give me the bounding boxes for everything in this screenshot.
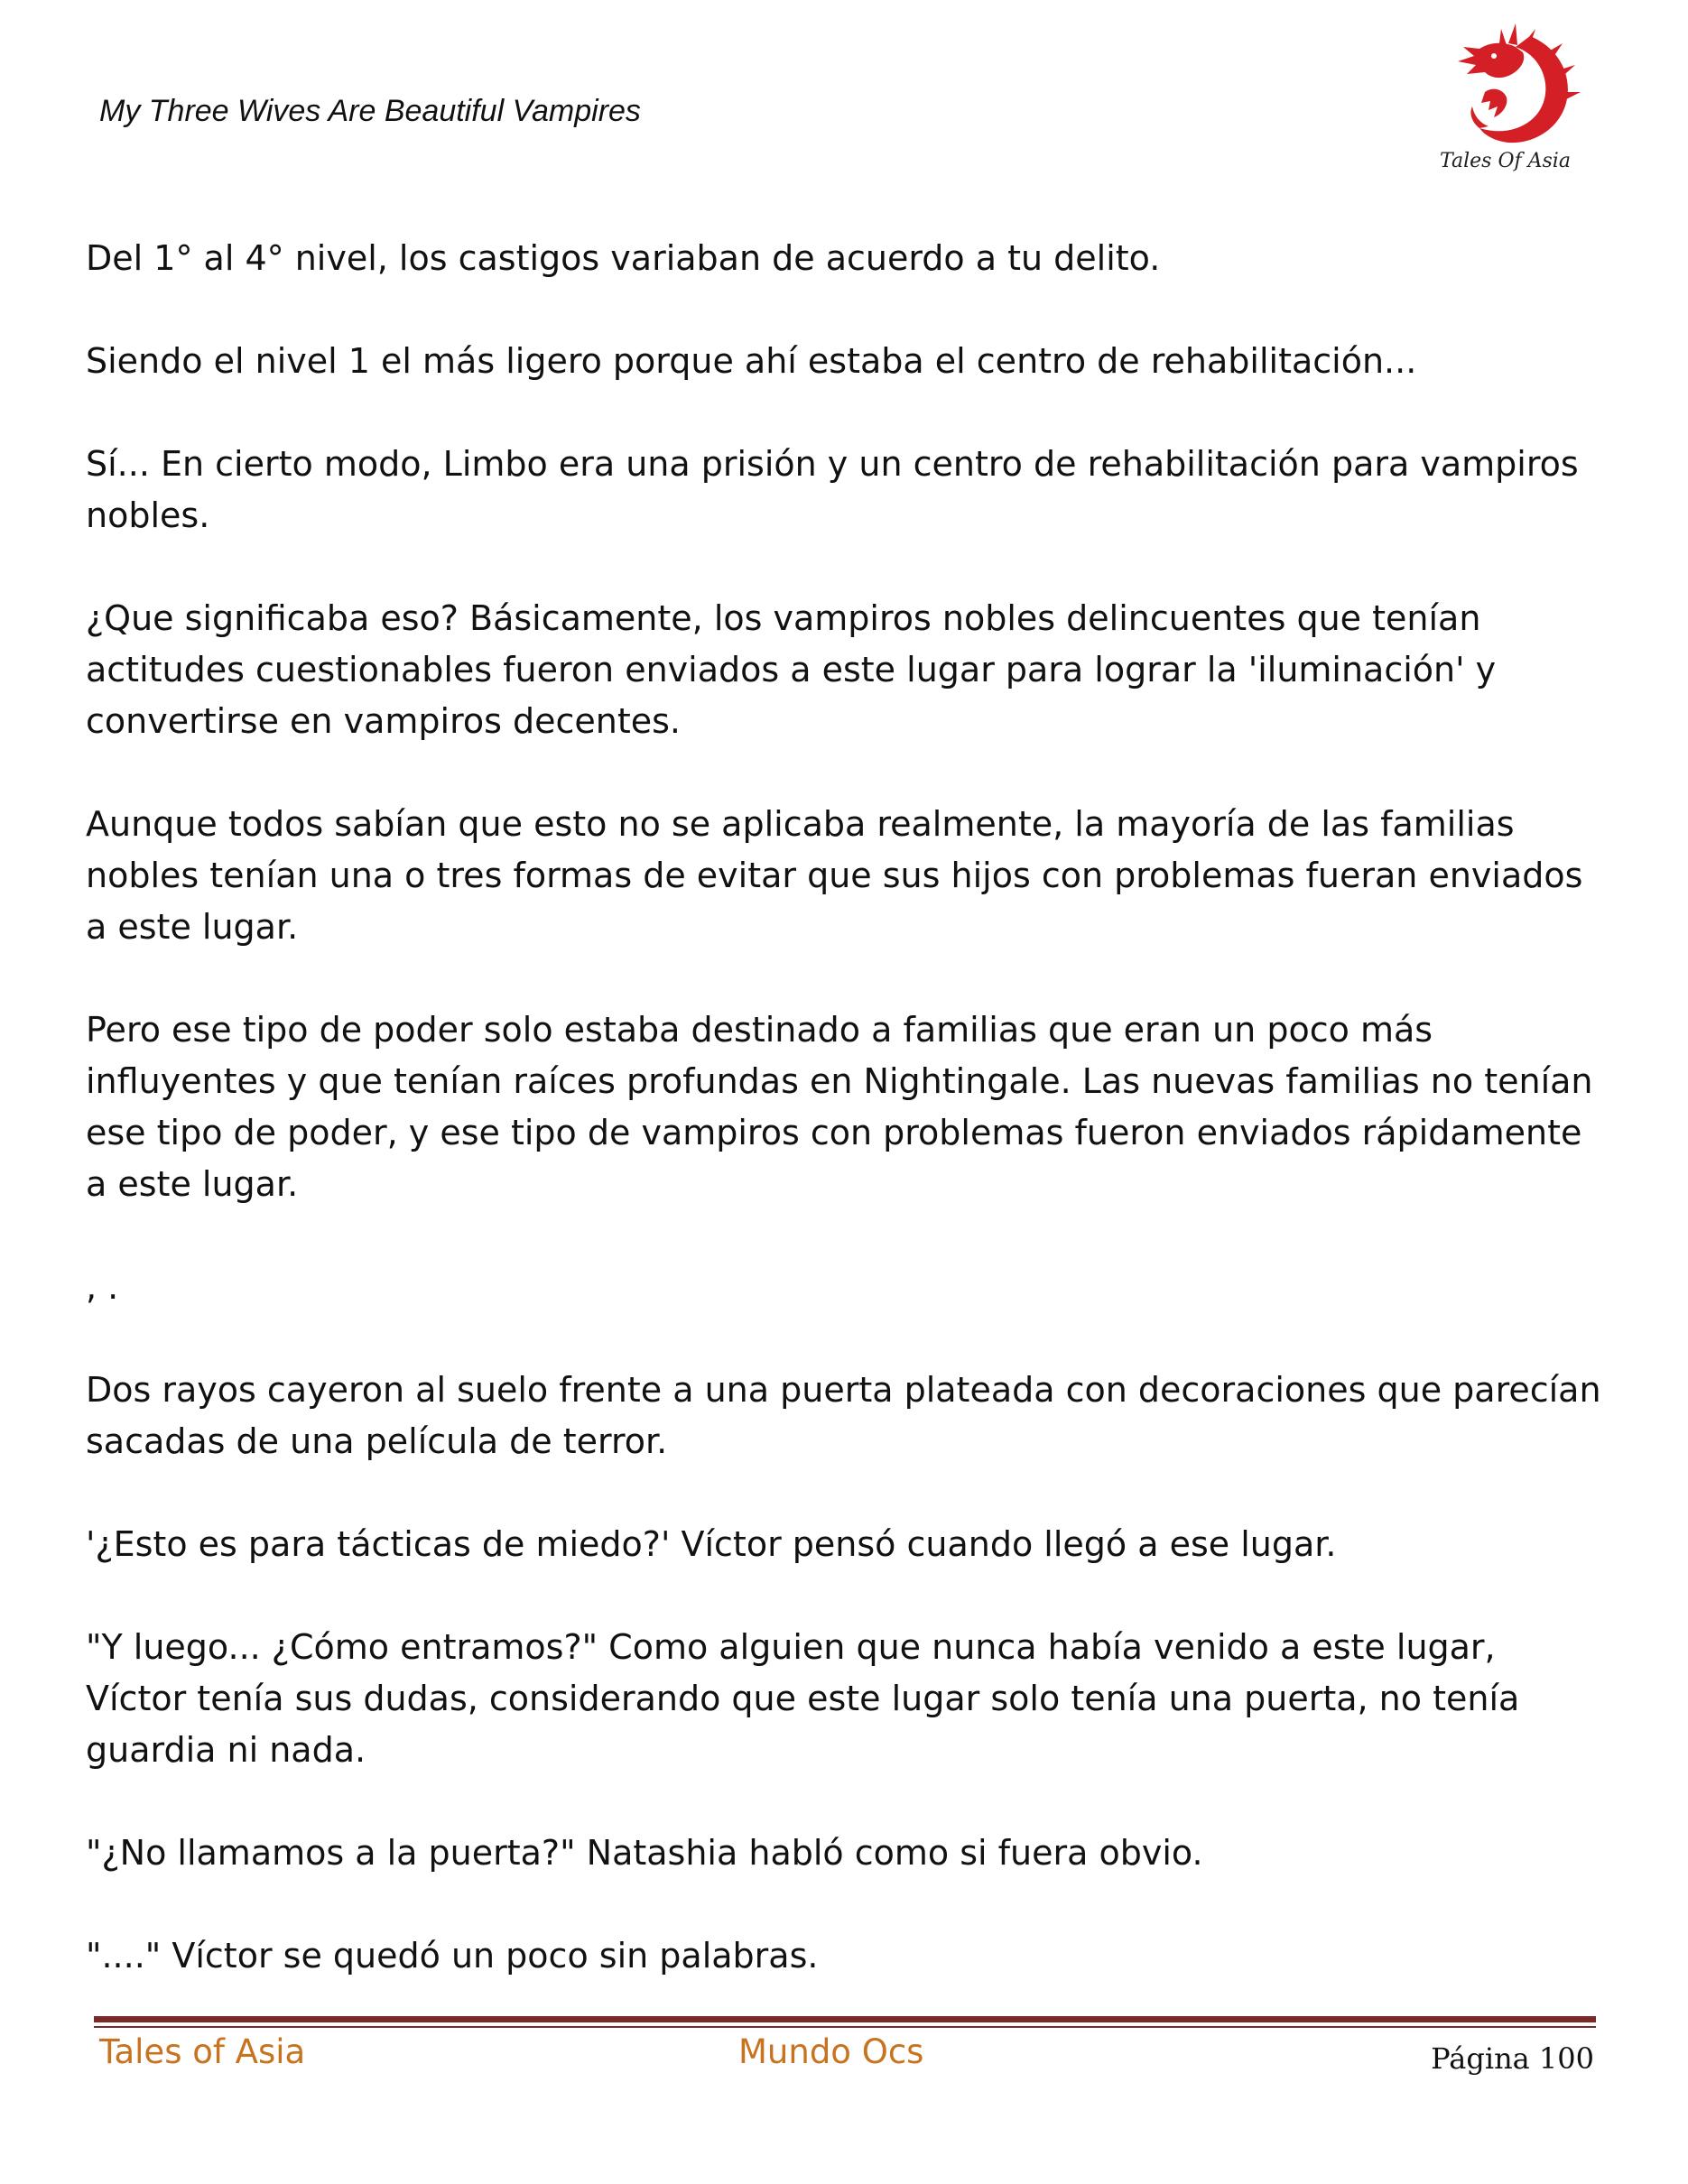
chapter-body <box>86 233 1602 2033</box>
paragraph: Del 1° al 4° nivel, los castigos variaban de acuerdo a tu delito. <box>86 238 1161 278</box>
red-dragon-icon <box>1422 20 1589 155</box>
paragraph: Aunque todos sabían que esto no se aplicaba realmente, la mayoría de las familias nobles tenían una o tres formas de evitar que sus hijos con problemas fueran enviados a este lugar. <box>86 804 1583 947</box>
paragraph: Dos rayos cayeron al suelo frente a una puerta plateada con decoraciones que parecían sacadas de una película de terror. <box>86 1370 1601 1461</box>
scene-break: , . <box>86 1267 119 1307</box>
paragraph: '¿Esto es para tácticas de miedo?' Víctor pensó cuando llegó a ese lugar. <box>86 1524 1337 1564</box>
paragraph: Pero ese tipo de poder solo estaba destinado a familias que eran un poco más influyentes y que tenían raíces profundas en Nightingale. Las nuevas familias no tenían ese tipo de poder, y ese tipo de vampiros con problemas fueron enviados rápidamente a este lugar. <box>86 1010 1593 1204</box>
paragraph: Sí... En cierto modo, Limbo era una prisión y un centro de rehabilitación para vampiros nobles. <box>86 444 1579 535</box>
book-title: My Three Wives Are Beautiful Vampires <box>99 94 641 128</box>
paragraph: "Y luego... ¿Cómo entramos?" Como alguien que nunca había venido a este lugar, Víctor tenía sus dudas, considerando que este lugar solo tenía una puerta, no tenía guardia ni nada. <box>86 1627 1520 1770</box>
paragraph: Siendo el nivel 1 el más ligero porque ahí estaba el centro de rehabilitación... <box>86 341 1417 381</box>
footer-group-name: Mundo Ocs <box>738 2032 924 2071</box>
footer-site-name: Tales of Asia <box>99 2032 306 2071</box>
paragraph: "...." Víctor se quedó un poco sin palabras. <box>86 1936 819 1976</box>
page-number: Página 100 <box>1431 2041 1594 2076</box>
paragraph: "¿No llamamos a la puerta?" Natashia habló como si fuera obvio. <box>86 1833 1203 1873</box>
logo-text: Tales Of Asia <box>1440 150 1571 172</box>
paragraph: ¿Que significaba eso? Básicamente, los vampiros nobles delincuentes que tenían actitudes cuestionables fueron enviados a este lugar para lograr la 'iluminación' y convertirse en vampiros decentes. <box>86 598 1497 741</box>
footer-rule-thin <box>94 2026 1596 2028</box>
footer-rule <box>94 2016 1596 2022</box>
